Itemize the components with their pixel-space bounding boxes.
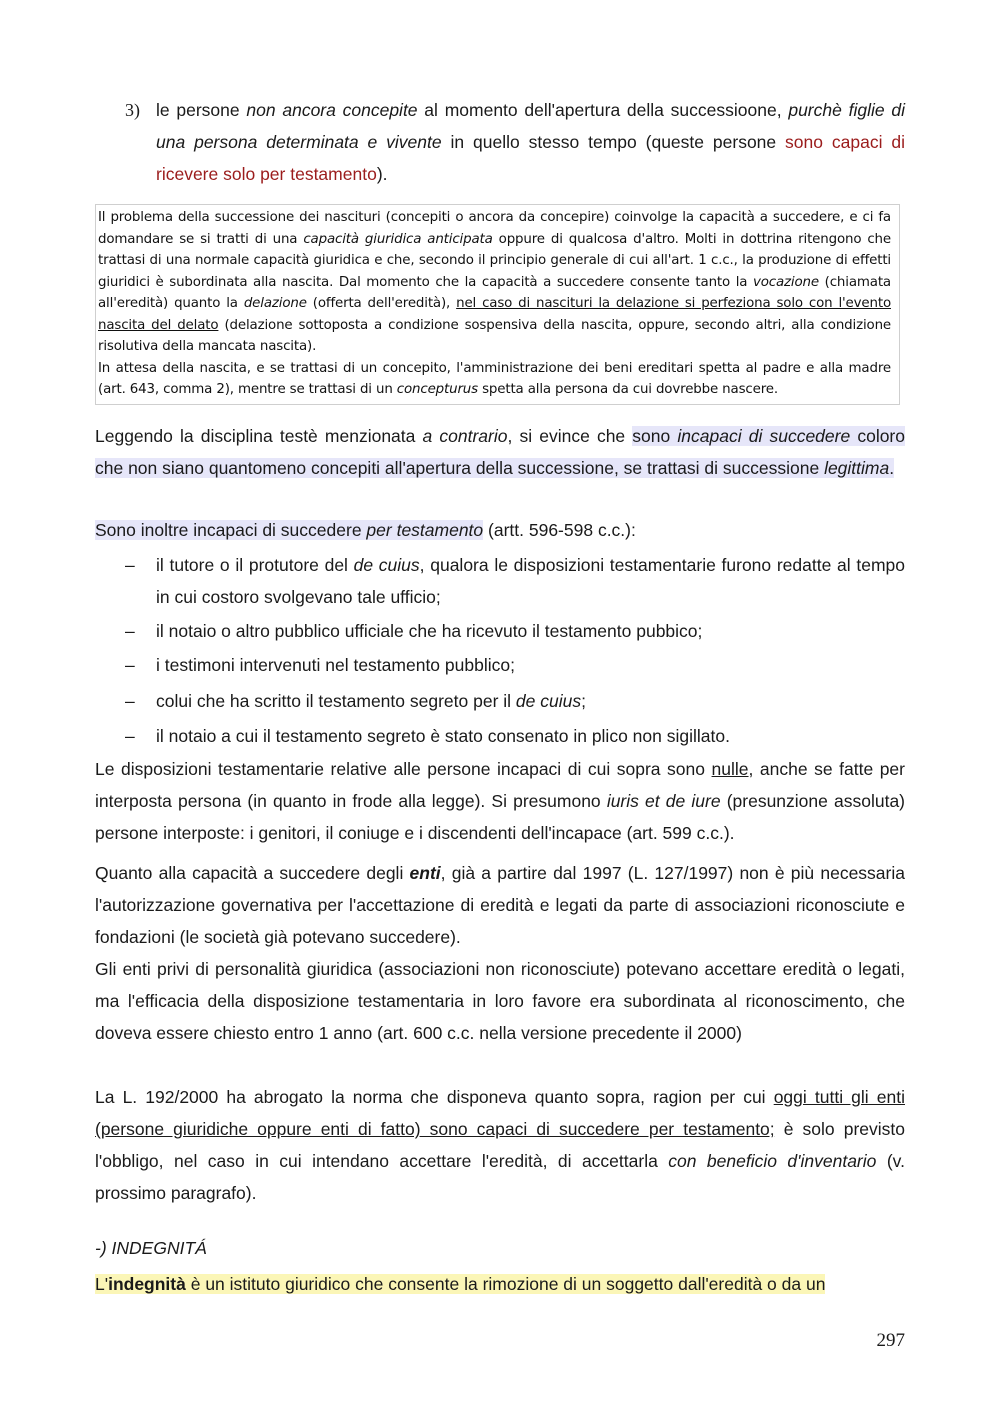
text: (delazione sottoposta a condizione sospensiva della nascita, oppure, secondo altri, alla condizione risolutiva della mancata nascita). bbox=[98, 317, 891, 354]
text: Le disposizioni testamentarie relative alle persone incapaci di cui sopra sono bbox=[95, 759, 712, 779]
dash-list-incapaci bbox=[95, 549, 905, 752]
italic-text: de cuius bbox=[515, 691, 582, 711]
text: In attesa della nascita, e se trattasi di un concepito, l'amministrazione dei beni ereditari spetta al padre e alla madre (art. 643, comma 2), mentre se trattasi di un bbox=[98, 360, 891, 397]
text: i testimoni intervenuti nel testamento pubblico; bbox=[156, 655, 515, 675]
highlighted-text bbox=[95, 1274, 825, 1294]
dash-bullet: – bbox=[125, 691, 135, 711]
text: (artt. 596-598 c.c.): bbox=[483, 520, 636, 540]
text: . bbox=[889, 458, 895, 478]
text: (chiamata all'eredità) quanto la bbox=[98, 274, 891, 311]
text: è solo previsto l'obbligo, nel caso in cui intendano accettare l'eredità, di accettarla bbox=[95, 1119, 905, 1171]
text: al momento dell'apertura della successioone, bbox=[417, 100, 789, 120]
text: , si evince che bbox=[507, 426, 633, 446]
text: oppure di qualcosa d'altro. Molti in dottrina ritengono che trattasi di una normale capacità giuridica e che, secondo il principio generale di cui all'art. 1 c.c., la produzione di effetti giuridici è subordinata alla nascita. Dal momento che la capacità a succedere consente tanto la bbox=[98, 231, 891, 290]
bold-italic-text: enti bbox=[409, 863, 441, 883]
text: coloro che non siano quantomeno concepiti all'apertura della successione, se trattasi di successione bbox=[95, 426, 905, 478]
heading-text: -) INDEGNITÁ bbox=[95, 1238, 207, 1258]
paragraph-enti bbox=[95, 857, 905, 953]
italic-text: con beneficio d'inventario bbox=[668, 1151, 877, 1171]
paragraph-indegnita bbox=[95, 1268, 905, 1300]
text: Sono inoltre incapaci di succedere bbox=[95, 520, 367, 540]
text: L' bbox=[95, 1274, 109, 1294]
list-item bbox=[95, 720, 905, 752]
text: il notaio a cui il testamento segreto è stato consenato in plico non sigillato. bbox=[156, 726, 730, 746]
bold-text: indegnità bbox=[108, 1274, 186, 1294]
text: (v. prossimo paragrafo). bbox=[95, 1151, 905, 1203]
text: Quanto alla capacità a succedere degli bbox=[95, 863, 410, 883]
text: il notaio o altro pubblico ufficiale che ha ricevuto il testamento pubbico; bbox=[156, 621, 703, 641]
text: La L. 192/2000 ha abrogato la norma che disponeva quanto sopra, ragion per cui bbox=[95, 1087, 774, 1107]
paragraph-incapaci-testamento bbox=[95, 514, 905, 546]
text: il tutore o il protutore del bbox=[156, 555, 354, 575]
italic-text: vocazione bbox=[752, 274, 819, 290]
italic-text: incapaci di succedere bbox=[677, 426, 851, 446]
italic-text: non ancora concepite bbox=[246, 100, 418, 120]
dash-bullet: – bbox=[125, 621, 135, 641]
text: , anche se fatte per interposta persona (in quanto in frode alla legge). Si presumono bbox=[95, 759, 905, 811]
text: (offerta dell'eredità), bbox=[306, 296, 457, 311]
text: (presunzione assoluta) persone interposte: i genitori, il coniuge e i discendenti dell'incapace (art. 599 c.c.). bbox=[95, 791, 906, 843]
italic-text: purchè figlie di una persona determinata e vivente bbox=[156, 100, 905, 152]
italic-text: concepturus bbox=[396, 382, 478, 397]
underlined-text: nulle bbox=[711, 759, 749, 779]
italic-text: capacità giuridica anticipata bbox=[303, 231, 493, 247]
underlined-text: oggi tutti gli enti (persone giuridiche oppure enti di fatto) sono capaci di succedere per testamento; bbox=[95, 1087, 905, 1139]
text: , già a partire dal 1997 (L. 127/1997) non è più necessaria l'autorizzazione governativa per l'accettazione di eredità e legati da parte di associazioni riconosciute e fondazioni (le società già potevano succedere). bbox=[95, 863, 905, 947]
paragraph-nulle bbox=[95, 753, 905, 849]
page-number: 297 bbox=[876, 1330, 905, 1351]
text: Il problema della successione dei nascituri (concepiti o ancora da concepire) coinvolge la capacità a succedere, e ci fa domandare se si tratti di una bbox=[98, 210, 891, 247]
text: , qualora le disposizioni testamentarie furono redatte al tempo in cui costoro svolgevano tale ufficio; bbox=[156, 555, 905, 607]
dash-bullet: – bbox=[125, 555, 135, 575]
red-text: sono capaci di ricevere solo per testamento bbox=[156, 132, 905, 184]
paragraph-a-contrario bbox=[95, 420, 905, 484]
paragraph-enti-privi: Gli enti privi di personalità giuridica (associazioni non riconosciute) potevano accettare eredità o legati, ma l'efficacia della disposizione testamentaria in loro favore era subordinata al riconoscimento, che doveva essere chiesto entro 1 anno (art. 600 c.c. nella versione precedente il 2000) bbox=[95, 959, 905, 1043]
text: ; bbox=[581, 691, 586, 711]
dash-bullet: – bbox=[125, 655, 135, 675]
italic-text: delazione bbox=[243, 296, 307, 311]
list-item bbox=[95, 615, 905, 647]
underlined-text: nel caso di nascituri la delazione si perfeziona solo con l'evento nascita del delato bbox=[98, 296, 891, 333]
list-item bbox=[95, 649, 905, 681]
paragraph-legge-192 bbox=[95, 1081, 905, 1209]
text: spetta alla persona da cui dovrebbe nascere. bbox=[477, 382, 778, 397]
note-box bbox=[95, 204, 900, 405]
list-item-3 bbox=[125, 94, 905, 190]
note-paragraph bbox=[98, 358, 891, 401]
text: ). bbox=[376, 164, 388, 184]
italic-text: de cuius bbox=[353, 555, 420, 575]
text: sono bbox=[632, 426, 678, 446]
italic-text: per testamento bbox=[366, 520, 484, 540]
highlighted-text bbox=[95, 520, 483, 540]
text: colui che ha scritto il testamento segreto per il bbox=[156, 691, 516, 711]
italic-text: legittima bbox=[824, 458, 890, 478]
text: in quello stesso tempo (queste persone bbox=[441, 132, 786, 152]
text: è un istituto giuridico che consente la rimozione di un soggetto dall'eredità o da un bbox=[185, 1274, 826, 1294]
italic-text: a contrario bbox=[422, 426, 508, 446]
text: le persone bbox=[156, 100, 247, 120]
list-item bbox=[95, 685, 905, 717]
list-number: 3) bbox=[125, 100, 140, 120]
italic-text: iuris et de iure bbox=[606, 791, 721, 811]
section-heading bbox=[95, 1232, 905, 1264]
text: Leggendo la disciplina testè menzionata bbox=[95, 426, 423, 446]
list-item bbox=[95, 549, 905, 613]
list-item-text bbox=[156, 94, 905, 190]
note-paragraph bbox=[98, 207, 891, 358]
dash-bullet: – bbox=[125, 726, 135, 746]
